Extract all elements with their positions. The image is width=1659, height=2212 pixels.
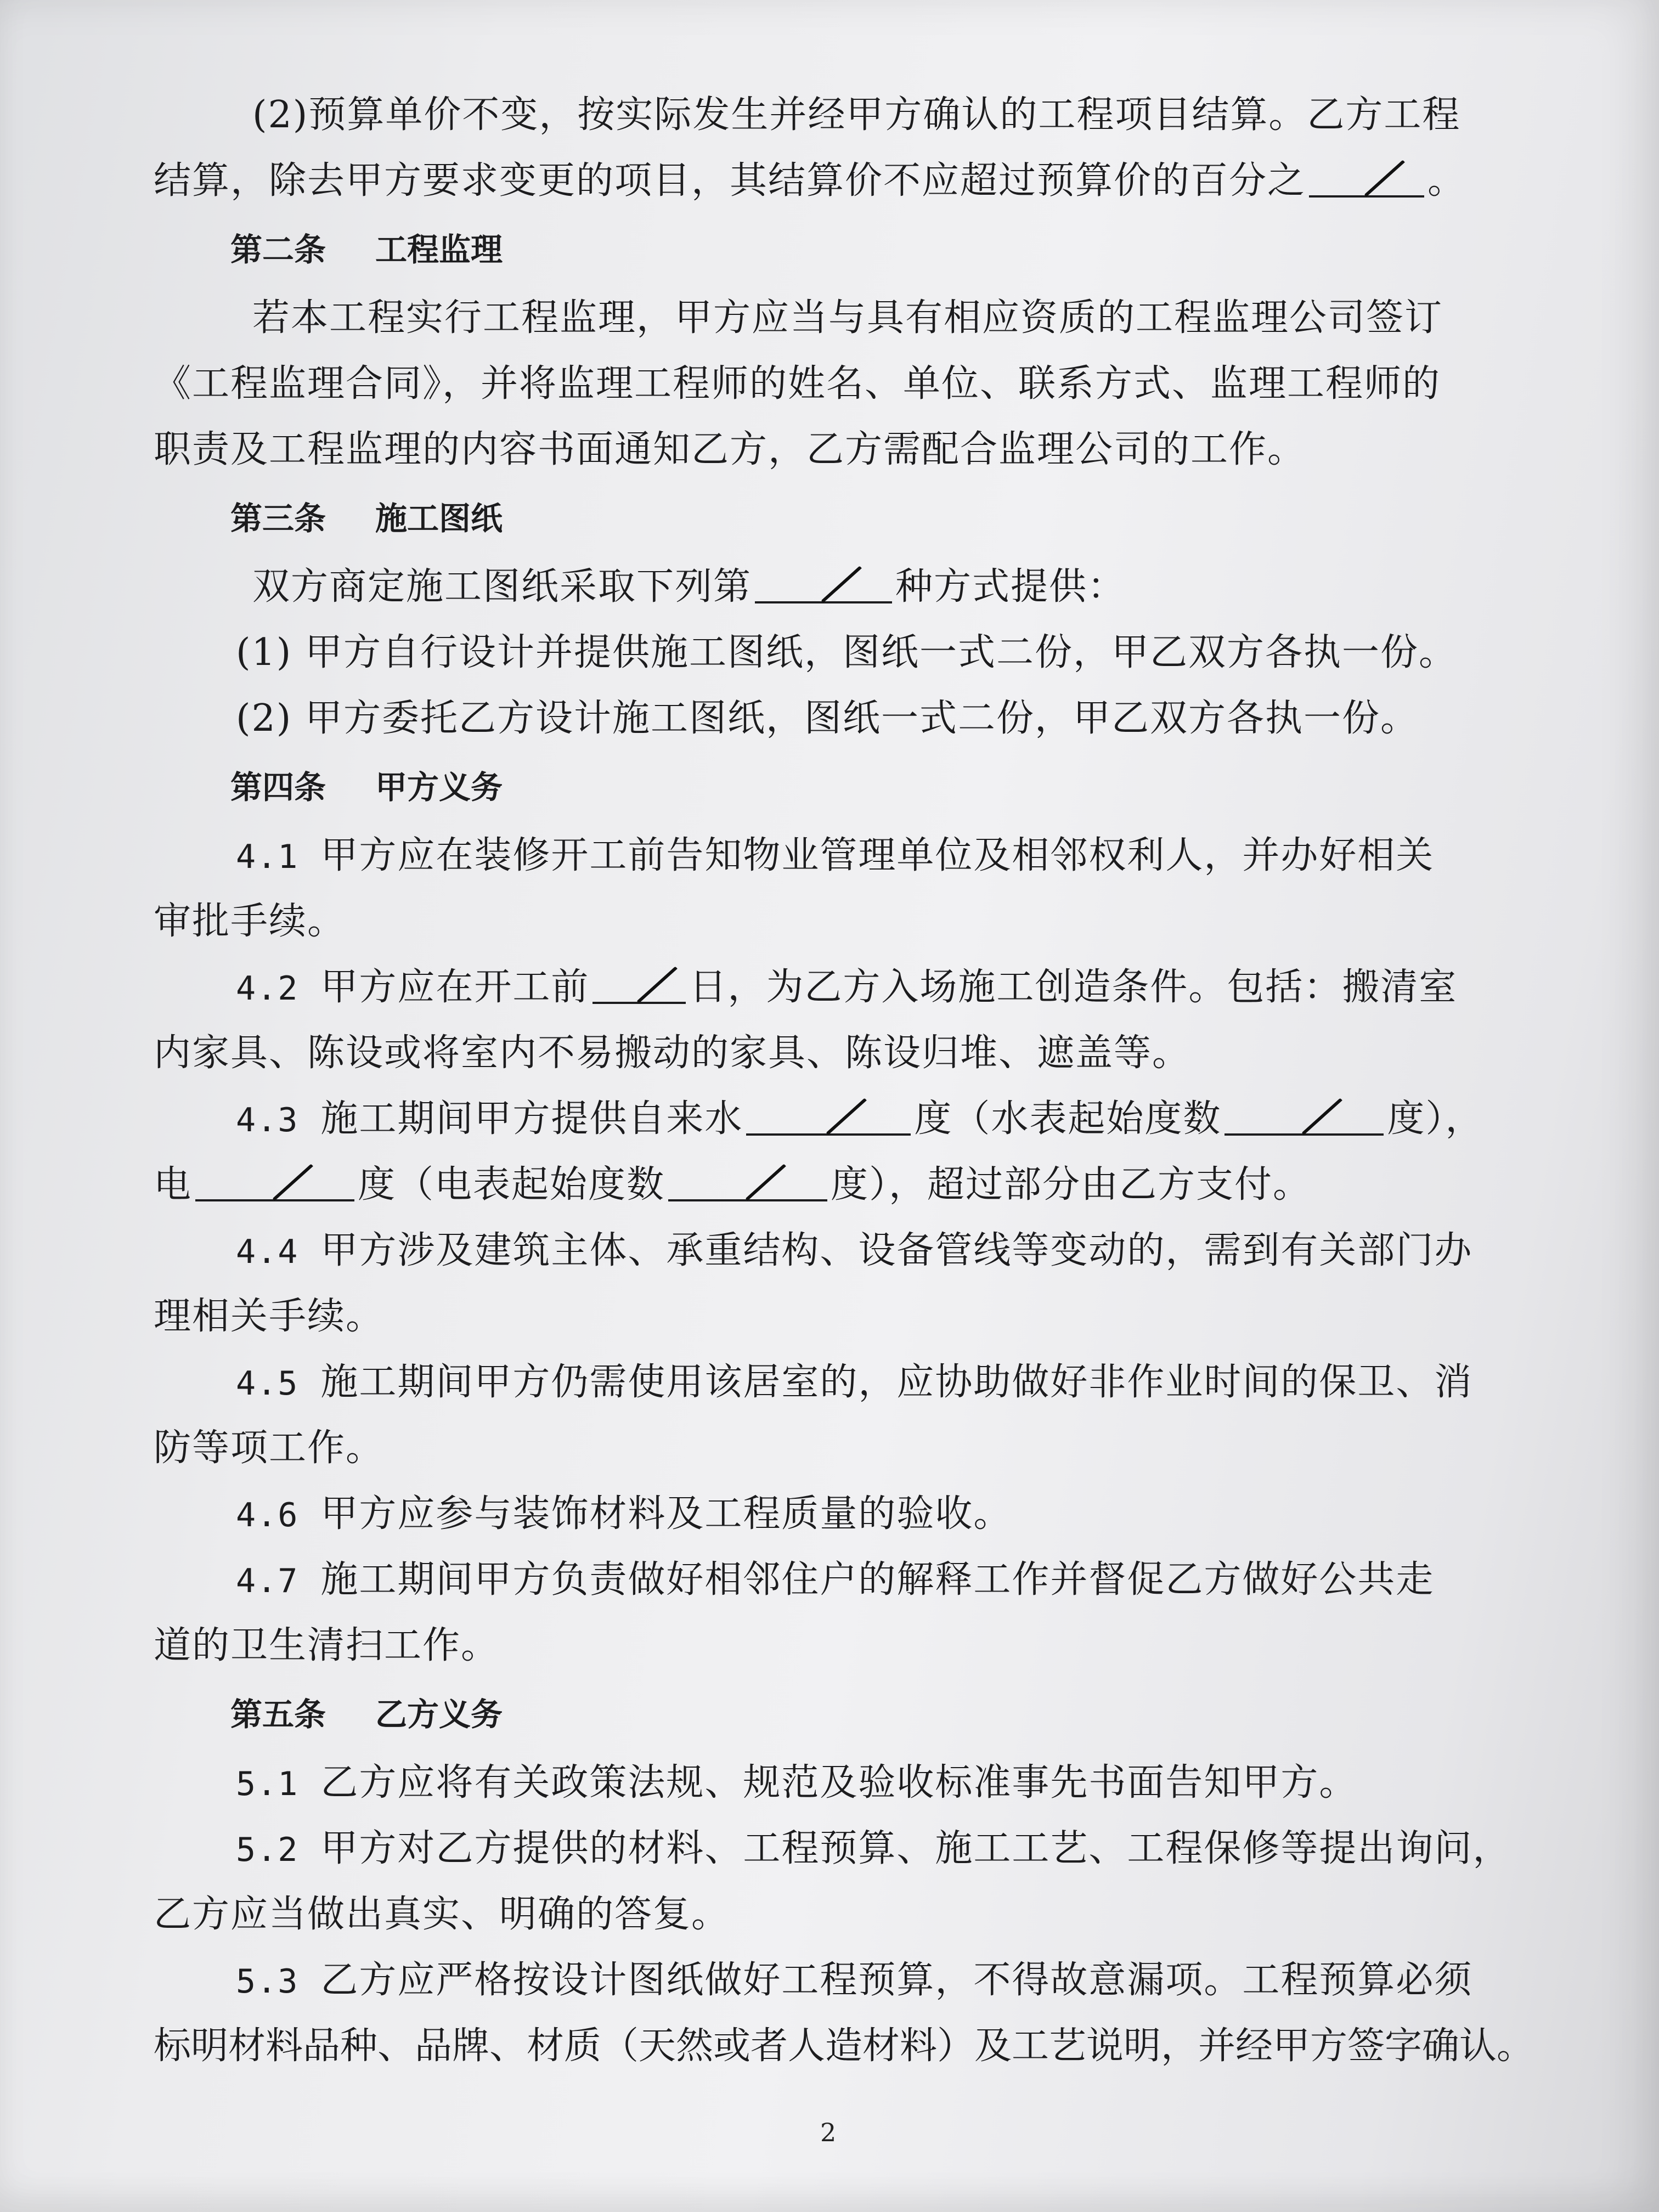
paragraph-line <box>154 1284 1558 1350</box>
paragraph-line <box>154 1020 1558 1086</box>
paragraph-line <box>154 889 1558 955</box>
text: 度（电表起始度数 <box>358 1163 665 1206</box>
paragraph-line <box>154 554 1558 620</box>
paragraph-line <box>154 1613 1558 1679</box>
text: 度）， <box>1387 1097 1484 1141</box>
article-title: 工程监理 <box>375 231 503 268</box>
clause-line <box>154 1816 1558 1882</box>
text: 乙方应当做出真实、明确的答复。 <box>154 1893 730 1936</box>
text: 甲方应在装修开工前告知物业管理单位及相邻权利人，并办好相关 <box>320 834 1435 877</box>
blank-electric-meter <box>668 1161 827 1201</box>
blank-option <box>755 563 892 603</box>
text: 度），超过部分由乙方支付。 <box>831 1163 1312 1206</box>
handwritten-slash <box>826 1098 870 1138</box>
clause-line <box>154 1547 1558 1613</box>
clause-line <box>154 823 1558 889</box>
clause-line <box>154 955 1558 1020</box>
text: (2)预算单价不变，按实际发生并经甲方确认的工程项目结算。乙方工程 <box>252 93 1461 137</box>
text: 施工期间甲方提供自来水 <box>320 1097 743 1141</box>
text: (1) 甲方自行设计并提供施工图纸，图纸一式二份，甲乙双方各执一份。 <box>236 631 1457 674</box>
clause-number: 5.1 <box>236 1765 299 1803</box>
article-heading-5 <box>154 1679 1558 1750</box>
text: 职责及工程监理的内容书面通知乙方，乙方需配合监理公司的工作。 <box>154 428 1306 471</box>
clause-number: 5.2 <box>236 1831 299 1869</box>
blank-water-meter <box>1224 1095 1384 1136</box>
article-heading-2 <box>154 214 1558 285</box>
text: 。 <box>1427 159 1466 202</box>
paragraph-line <box>154 148 1558 214</box>
handwritten-slash <box>821 566 865 606</box>
text: 甲方应参与装饰材料及工程质量的验收。 <box>320 1492 1012 1536</box>
text: 甲方涉及建筑主体、承重结构、设备管线等变动的，需到有关部门办 <box>320 1229 1473 1272</box>
clause-line <box>154 1350 1558 1415</box>
clause-line <box>154 1948 1558 2013</box>
article-number: 第二条 <box>230 231 326 268</box>
clause-number: 4.6 <box>236 1496 299 1534</box>
page-number: 2 <box>820 2118 837 2147</box>
article-heading-3 <box>154 483 1558 554</box>
paragraph-line <box>154 82 1558 148</box>
article-number: 第五条 <box>230 1696 326 1733</box>
handwritten-slash <box>272 1164 316 1204</box>
text: 理相关手续。 <box>154 1295 385 1338</box>
article-title: 甲方义务 <box>375 769 503 806</box>
text: 内家具、陈设或将室内不易搬动的家具、陈设归堆、遮盖等。 <box>154 1031 1191 1075</box>
text: (2) 甲方委托乙方设计施工图纸，图纸一式二份，甲乙双方各执一份。 <box>236 697 1419 740</box>
text: 度（水表起始度数 <box>914 1097 1222 1141</box>
clause-number: 4.1 <box>236 838 299 876</box>
handwritten-slash <box>1364 160 1408 200</box>
clause-number: 5.3 <box>236 1962 299 2001</box>
article-number: 第四条 <box>230 769 326 806</box>
clause-line <box>154 1481 1558 1547</box>
article-title: 施工图纸 <box>375 500 503 537</box>
clause-number: 4.4 <box>236 1233 299 1271</box>
blank-percent <box>1309 157 1424 198</box>
contract-text <box>154 82 1558 2079</box>
paragraph-line <box>154 620 1558 686</box>
article-number: 第三条 <box>230 500 326 537</box>
blank-electricity <box>195 1161 354 1201</box>
clause-number: 4.2 <box>236 969 299 1008</box>
text: 日，为乙方入场施工创造条件。包括：搬清室 <box>689 966 1458 1009</box>
text: 电 <box>154 1163 193 1206</box>
paragraph-line <box>154 417 1558 483</box>
article-heading-4 <box>154 752 1558 823</box>
text: 结算，除去甲方要求变更的项目，其结算价不应超过预算价的百分之 <box>154 159 1306 202</box>
clause-number: 4.7 <box>236 1562 299 1600</box>
text: 施工期间甲方仍需使用该居室的，应协助做好非作业时间的保卫、消 <box>320 1361 1473 1404</box>
clause-line <box>154 1086 1558 1152</box>
handwritten-slash <box>637 966 681 1007</box>
clause-number: 4.5 <box>236 1364 299 1403</box>
paragraph-line <box>154 351 1558 417</box>
paragraph-line <box>154 686 1558 752</box>
text: 《工程监理合同》，并将监理工程师的姓名、单位、联系方式、监理工程师的 <box>154 362 1441 405</box>
blank-water <box>746 1095 911 1136</box>
paragraph-line <box>154 1415 1558 1481</box>
text: 防等项工作。 <box>154 1426 385 1470</box>
text: 若本工程实行工程监理，甲方应当与具有相应资质的工程监理公司签订 <box>252 296 1443 340</box>
paragraph-line <box>154 285 1558 351</box>
text: 标明材料品种、品牌、材质（天然或者人造材料）及工艺说明，并经甲方签字确认。 <box>154 2024 1534 2068</box>
text: 甲方对乙方提供的材料、工程预算、施工工艺、工程保修等提出询问， <box>320 1827 1511 1870</box>
text: 乙方应将有关政策法规、规范及验收标准事先书面告知甲方。 <box>320 1761 1358 1804</box>
blank-days <box>592 963 686 1004</box>
handwritten-slash <box>1302 1098 1346 1138</box>
text: 施工期间甲方负责做好相邻住户的解释工作并督促乙方做好公共走 <box>320 1558 1435 1601</box>
text: 道的卫生清扫工作。 <box>154 1624 500 1667</box>
text: 乙方应严格按设计图纸做好工程预算，不得故意漏项。工程预算必须 <box>320 1959 1473 2002</box>
text: 甲方应在开工前 <box>320 966 590 1009</box>
paragraph-line <box>154 1882 1558 1948</box>
clause-line <box>154 1218 1558 1284</box>
text: 种方式提供： <box>895 565 1126 608</box>
clause-line <box>154 1750 1558 1816</box>
clause-number: 4.3 <box>236 1101 299 1139</box>
text: 双方商定施工图纸采取下列第 <box>252 565 752 608</box>
text: 审批手续。 <box>154 900 346 943</box>
handwritten-slash <box>745 1164 789 1204</box>
paragraph-line <box>154 1152 1558 1218</box>
paragraph-line <box>154 2013 1558 2079</box>
article-title: 乙方义务 <box>375 1696 503 1733</box>
